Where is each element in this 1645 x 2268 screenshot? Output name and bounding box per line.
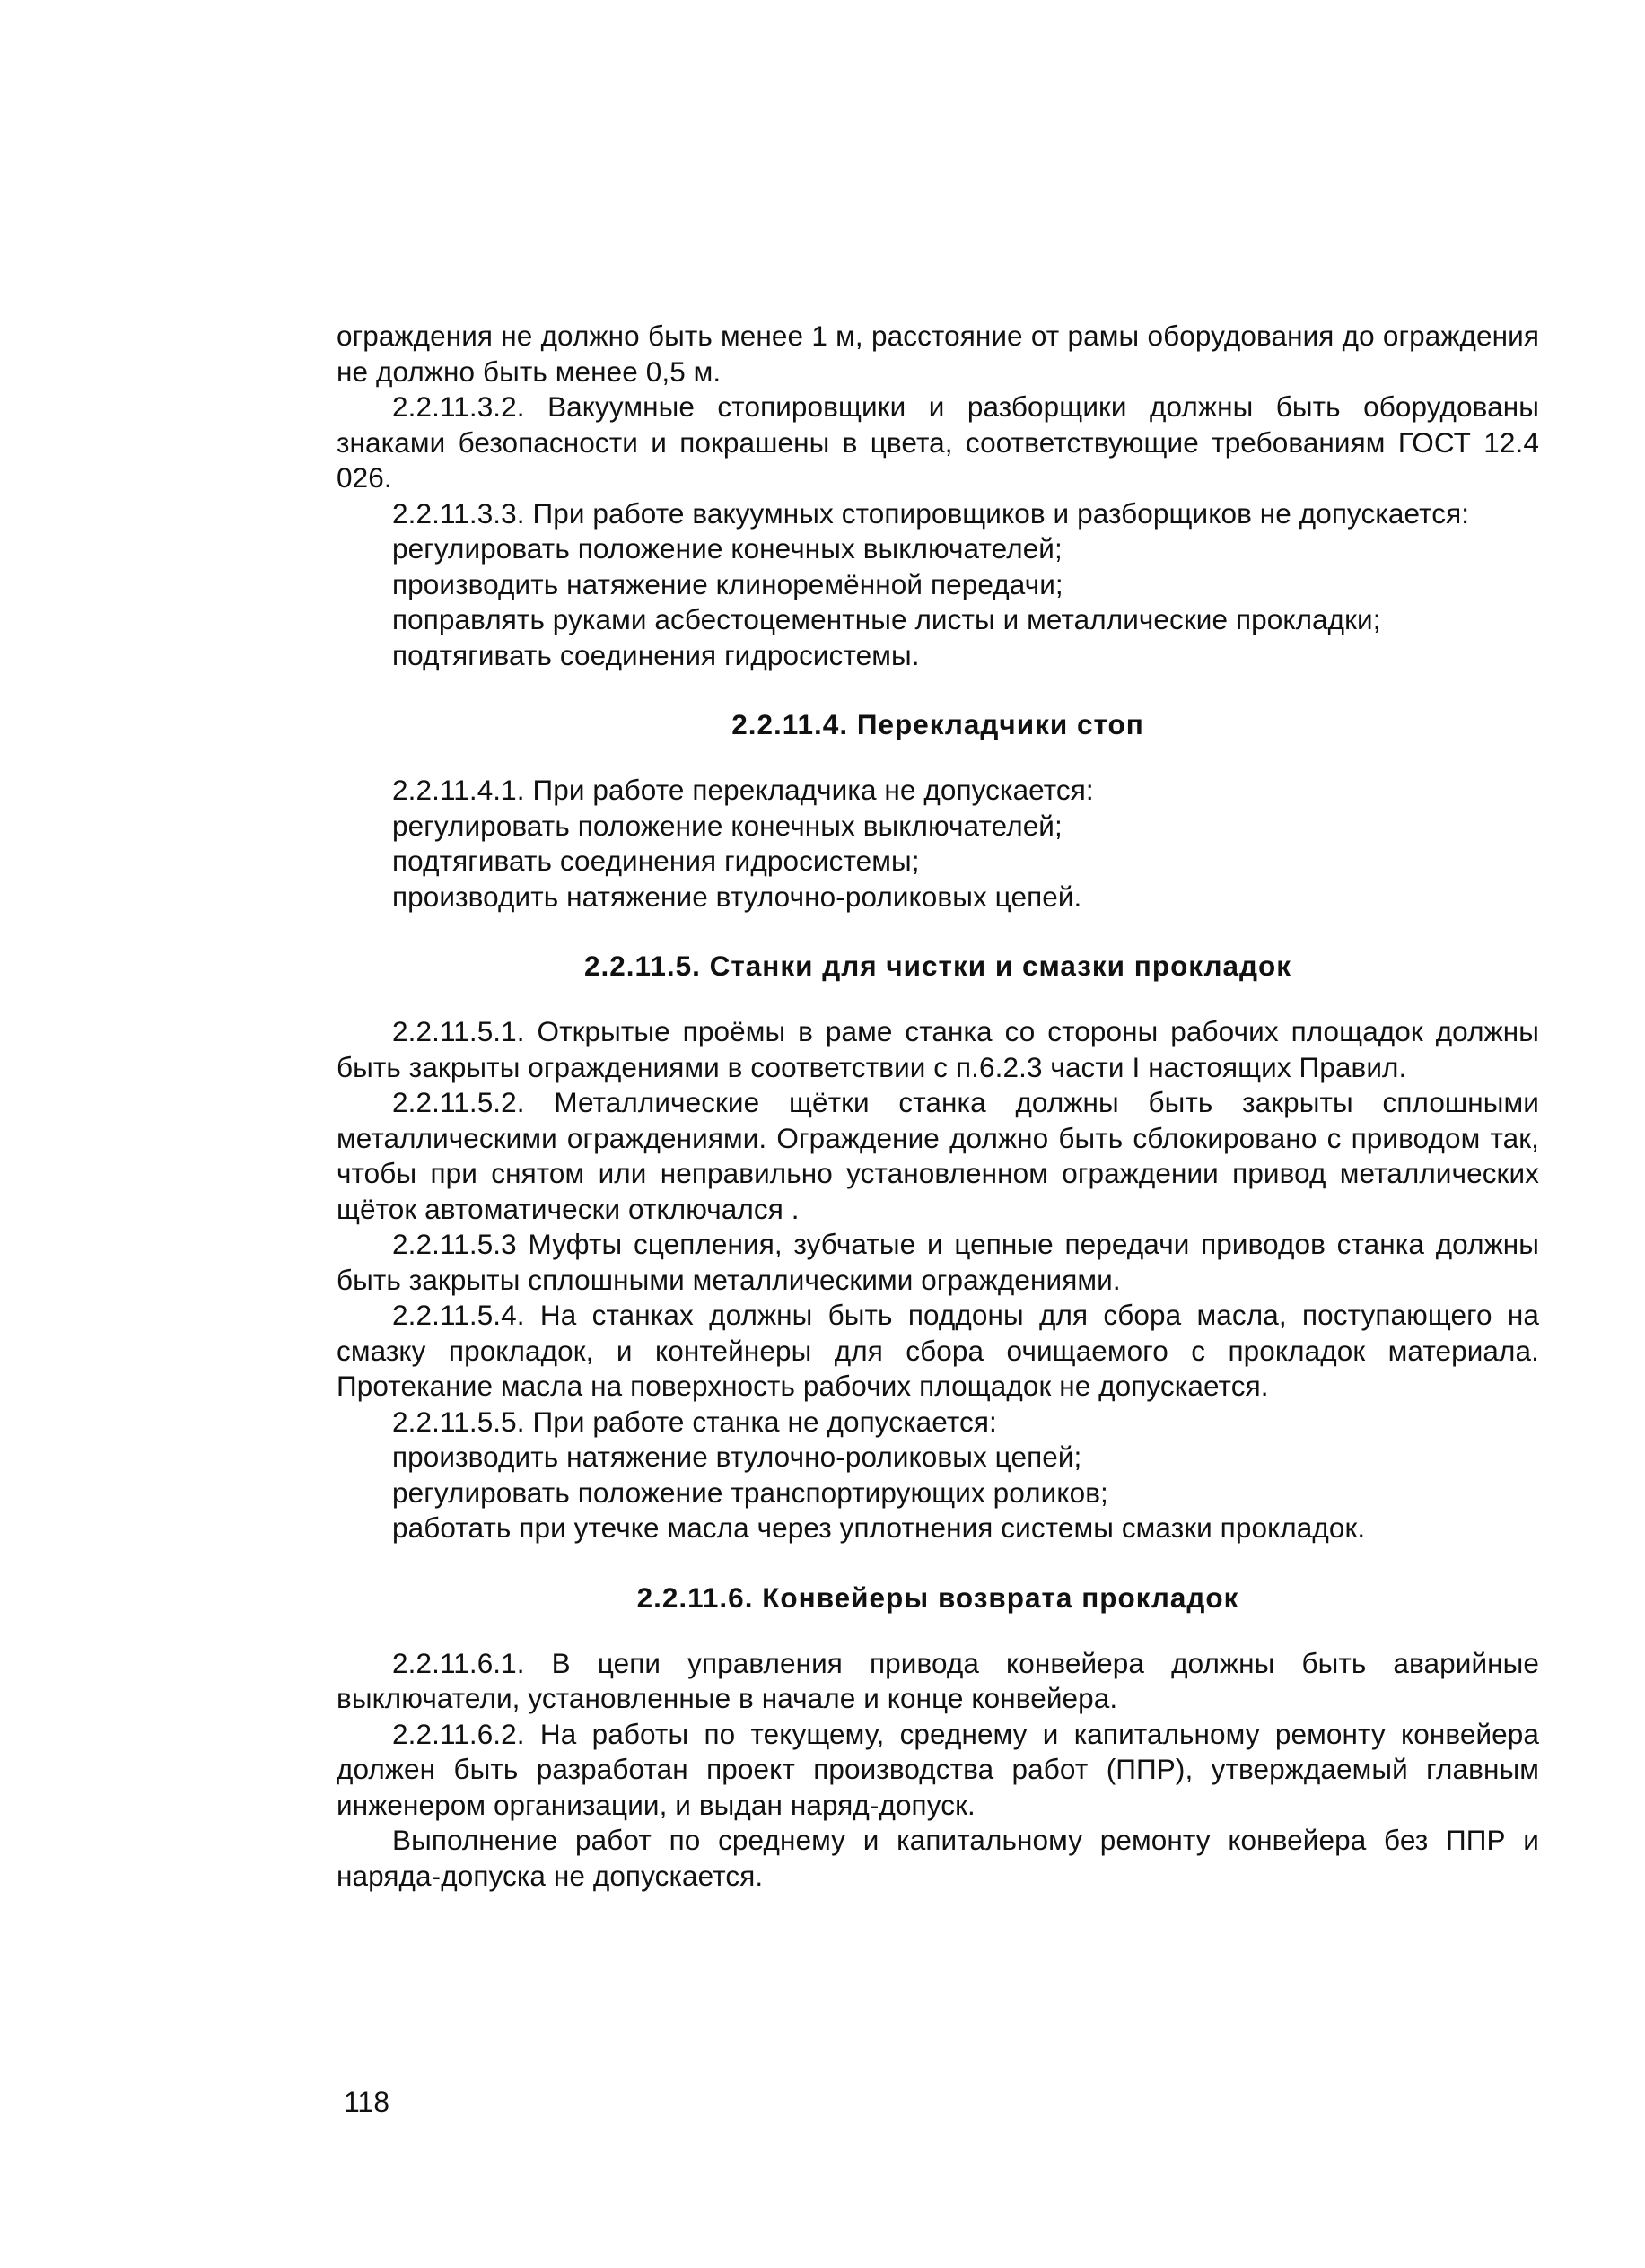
list-item: регулировать положение транспортирующих роликов;	[392, 1476, 1108, 1509]
paragraph: Выполнение работ по среднему и капитальному ремонту конвейера без ППР и наряда-допуска не допускается.	[337, 1824, 1539, 1892]
paragraph: 2.2.11.5.4. На станках должны быть поддоны для сбора масла, поступающего на смазку прокладок, и контейнеры для сбора очищаемого с прокладок материала. Протекание масла на поверхность рабочих площадок не допускается.	[337, 1299, 1539, 1402]
section-heading: 2.2.11.6. Конвейеры возврата прокладок	[636, 1581, 1239, 1614]
page-number: 118	[344, 2086, 390, 2118]
paragraph: 2.2.11.5.5. При работе станка не допускается:	[392, 1405, 997, 1438]
list-item: подтягивать соединения гидросистемы.	[392, 638, 920, 671]
paragraph: 2.2.11.6.1. В цепи управления привода конвейера должны быть аварийные выключатели, установленные в начале и конце конвейера.	[337, 1646, 1539, 1714]
list-item: производить натяжение втулочно-роликовых цепей.	[392, 880, 1082, 913]
list-item: производить натяжение клиноремённой передачи;	[392, 567, 1063, 600]
list-item: работать при утечке масла через уплотнения системы смазки прокладок.	[392, 1511, 1366, 1544]
paragraph: 2.2.11.5.2. Металлические щётки станка должны быть закрыты сплошными металлическими ограждениями. Ограждение должно быть сблокировано с приводом так, чтобы при снятом или неправильно установленном ограждении привод металлических щёток автоматически отключался .	[337, 1086, 1539, 1225]
paragraph: 2.2.11.3.3. При работе вакуумных стопировщиков и разборщиков не допускается:	[392, 496, 1470, 530]
paragraph: 2.2.11.6.2. На работы по текущему, среднему и капитальному ремонту конвейера должен быть разработан проект производства работ (ППР), утверждаемый главным инженером организации, и выдан наряд-допуск.	[337, 1717, 1539, 1821]
paragraph: 2.2.11.5.1. Открытые проёмы в раме станка со стороны рабочих площадок должны быть закрыты ограждениями в соответствии с п.6.2.3 части I настоящих Правил.	[337, 1015, 1539, 1083]
list-item: регулировать положение конечных выключателей;	[392, 532, 1063, 565]
paragraph: 2.2.11.3.2. Вакуумные стопировщики и разборщики должны быть оборудованы знаками безопасности и покрашены в цвета, соответствующие требованиям ГОСТ 12.4 026.	[337, 390, 1539, 494]
paragraph: 2.2.11.5.3 Муфты сцепления, зубчатые и цепные передачи приводов станка должны быть закрыты сплошными металлическими ограждениями.	[337, 1228, 1539, 1296]
section-body	[337, 1646, 1539, 1895]
section-heading: 2.2.11.4. Перекладчики стоп	[731, 708, 1144, 740]
list-item: поправлять руками асбестоцементные листы и металлические прокладки;	[392, 603, 1381, 635]
section-heading: 2.2.11.5. Станки для чистки и смазки прокладок	[584, 950, 1291, 982]
list-item: производить натяжение втулочно-роликовых цепей;	[392, 1440, 1082, 1473]
paragraph: 2.2.11.4.1. При работе перекладчика не допускается:	[392, 774, 1094, 806]
document-page	[337, 319, 1539, 1894]
list-item: подтягивать соединения гидросистемы;	[392, 845, 920, 877]
list-item: регулировать положение конечных выключателей;	[392, 809, 1063, 842]
section-body	[337, 1014, 1539, 1546]
section-body	[337, 773, 1539, 915]
list-prohibitions-stopirovshchiki	[337, 531, 1539, 673]
paragraph: ограждения не должно быть менее 1 м, расстояние от рамы оборудования до ограждения не должно быть менее 0,5 м.	[337, 320, 1539, 388]
